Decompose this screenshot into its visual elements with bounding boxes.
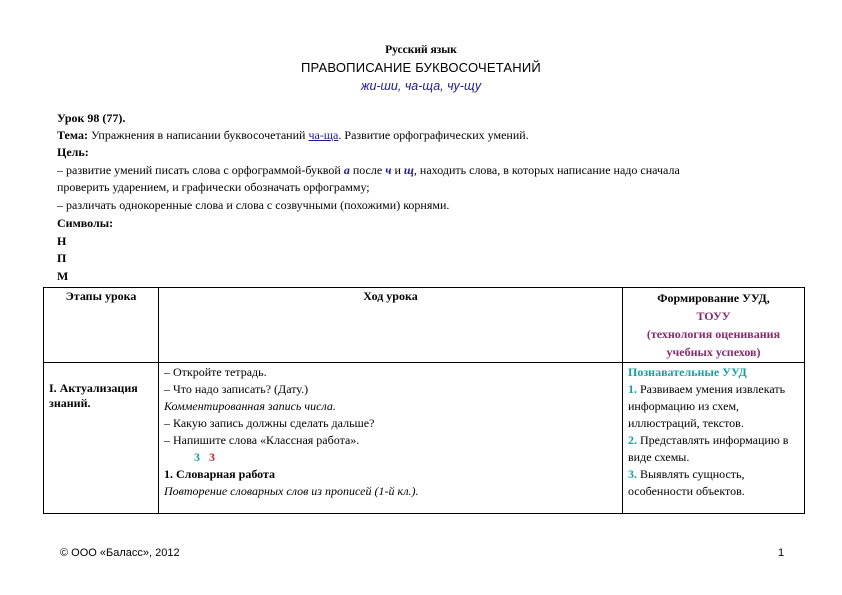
goal-item-1-cont: проверить ударением, и графически обозначать орфограмму; — [57, 180, 370, 194]
letter-sch: щ — [403, 163, 414, 177]
topic-text-end: . Развитие орфографических умений. — [338, 128, 529, 142]
uud-cell — [623, 363, 805, 514]
syllables-subtitle: жи-ши, ча-ща, чу-щу — [360, 79, 482, 93]
lesson-number: Урок 98 (77). — [57, 111, 126, 125]
stage-cell: I. Актуализация знаний. — [44, 363, 159, 514]
page-number: 1 — [778, 547, 785, 559]
symbol-p: П — [57, 251, 67, 265]
goal-item-2: – различать однокоренные слова и слова с созвучными (похожими) корнями. — [57, 198, 450, 212]
course-cell: – Откройте тетрадь. – Что надо записать? (Дату.) Комментированная запись числа. – Какую запись должны сделать дальше? – Напишите слова «Классная работа». 3 3 1. Словарная работа Повторение словарных слов из прописей (1-й кл.). — [159, 363, 623, 514]
symbol-m: М — [57, 269, 69, 283]
number-marks: 3 3 — [194, 450, 215, 464]
topic-line — [57, 128, 529, 143]
header-tech: (технология оценивания учебных успехов) — [646, 327, 781, 359]
subject-heading: Русский язык — [385, 44, 457, 56]
table-header-row — [44, 288, 805, 363]
document-title: ПРАВОПИСАНИЕ БУКВОСОЧЕТАНИЙ — [301, 60, 541, 75]
copyright: © ООО «Баласс», 2012 — [60, 547, 180, 559]
letter-a: а — [343, 163, 350, 177]
goal-label: Цель: — [57, 145, 89, 159]
header-course: Ход урока — [159, 288, 623, 363]
uud-item: 3. Выявлять сущность, особенности объектов. — [628, 467, 745, 498]
table-row — [44, 363, 805, 514]
symbols-label: Символы: — [57, 216, 114, 230]
vocab-section: 1. Словарная работа — [164, 467, 276, 481]
topic-highlight: ча-ща — [308, 128, 339, 142]
uud-item: 1. Развиваем умения извлекать информацию из схем, иллюстраций, текстов. — [628, 382, 786, 430]
uud-item: 2. Представлять информацию в виде схемы. — [628, 433, 789, 464]
header-stages: Этапы урока — [44, 288, 159, 363]
topic-label: Тема: — [57, 128, 88, 142]
letter-ch: ч — [385, 163, 392, 177]
lesson-table — [43, 287, 805, 514]
topic-text: Упражнения в написании буквосочетаний — [87, 128, 309, 142]
header-uud: Формирование УУД, ТОУУ (технология оценивания учебных успехов) — [623, 288, 805, 363]
header-touu: ТОУУ — [696, 309, 731, 323]
goal-item-1: – развитие умений писать слова с орфограммой-буквой а после ч и щ, находить слова, в которых написание надо сначала — [57, 163, 680, 177]
uud-title: Познавательные УУД — [628, 365, 747, 379]
symbol-n: Н — [57, 234, 67, 248]
